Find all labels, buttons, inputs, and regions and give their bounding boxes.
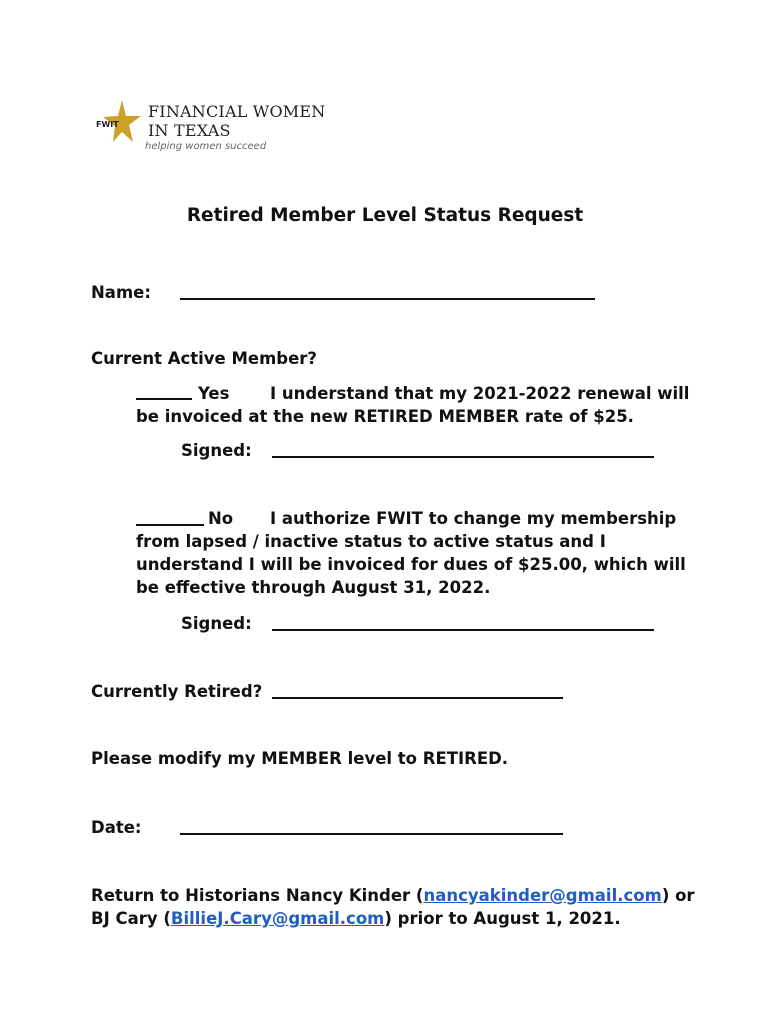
return-line2 — [91, 907, 621, 930]
retired-field[interactable] — [272, 697, 563, 699]
yes-label: Yes — [198, 384, 230, 403]
logo-line2: IN TEXAS — [148, 121, 231, 140]
return-line2-prefix: BJ Cary ( — [91, 909, 171, 928]
no-text-line1: I authorize FWIT to change my membership — [270, 509, 677, 528]
no-label: No — [208, 509, 234, 528]
no-checkbox-line[interactable] — [136, 524, 204, 526]
fwit-logo — [93, 98, 326, 158]
yes-text-line1: I understand that my 2021-2022 renewal will — [270, 384, 690, 403]
no-signature-field[interactable] — [272, 629, 654, 631]
logo-tagline: helping women succeed — [145, 141, 267, 152]
return-line1 — [91, 884, 695, 907]
no-text-line3: understand I will be invoiced for dues of $25.00, which will — [136, 555, 686, 574]
name-field[interactable] — [180, 298, 595, 300]
return-line2-suffix: ) prior to August 1, 2021. — [384, 909, 621, 928]
yes-checkbox-line[interactable] — [136, 398, 192, 400]
email-link-nancy[interactable]: nancyakinder@gmail.com — [423, 886, 662, 905]
return-line1-suffix: ) or — [661, 886, 695, 905]
yes-text-line2: be invoiced at the new RETIRED MEMBER rate of $25. — [136, 407, 634, 426]
yes-signature-field[interactable] — [272, 456, 654, 458]
no-text-line2: from lapsed / inactive status to active status and I — [136, 532, 606, 551]
date-label: Date: — [91, 818, 142, 837]
modify-text: Please modify my MEMBER level to RETIRED. — [91, 749, 509, 768]
retired-label: Currently Retired? — [91, 682, 263, 701]
return-line1-prefix: Return to Historians Nancy Kinder ( — [91, 886, 424, 905]
name-label: Name: — [91, 283, 151, 302]
page-title: Retired Member Level Status Request — [186, 205, 584, 226]
logo-mark-text: FWIT — [96, 120, 119, 129]
no-signed-label: Signed: — [181, 614, 252, 633]
active-member-question: Current Active Member? — [91, 349, 317, 368]
date-field[interactable] — [180, 833, 563, 835]
yes-signed-label: Signed: — [181, 441, 252, 460]
no-text-line4: be effective through August 31, 2022. — [136, 578, 491, 597]
star-logo-icon — [93, 98, 143, 148]
email-link-bj[interactable]: BillieJ.Cary@gmail.com — [170, 909, 385, 928]
logo-line1: FINANCIAL WOMEN — [148, 102, 326, 121]
